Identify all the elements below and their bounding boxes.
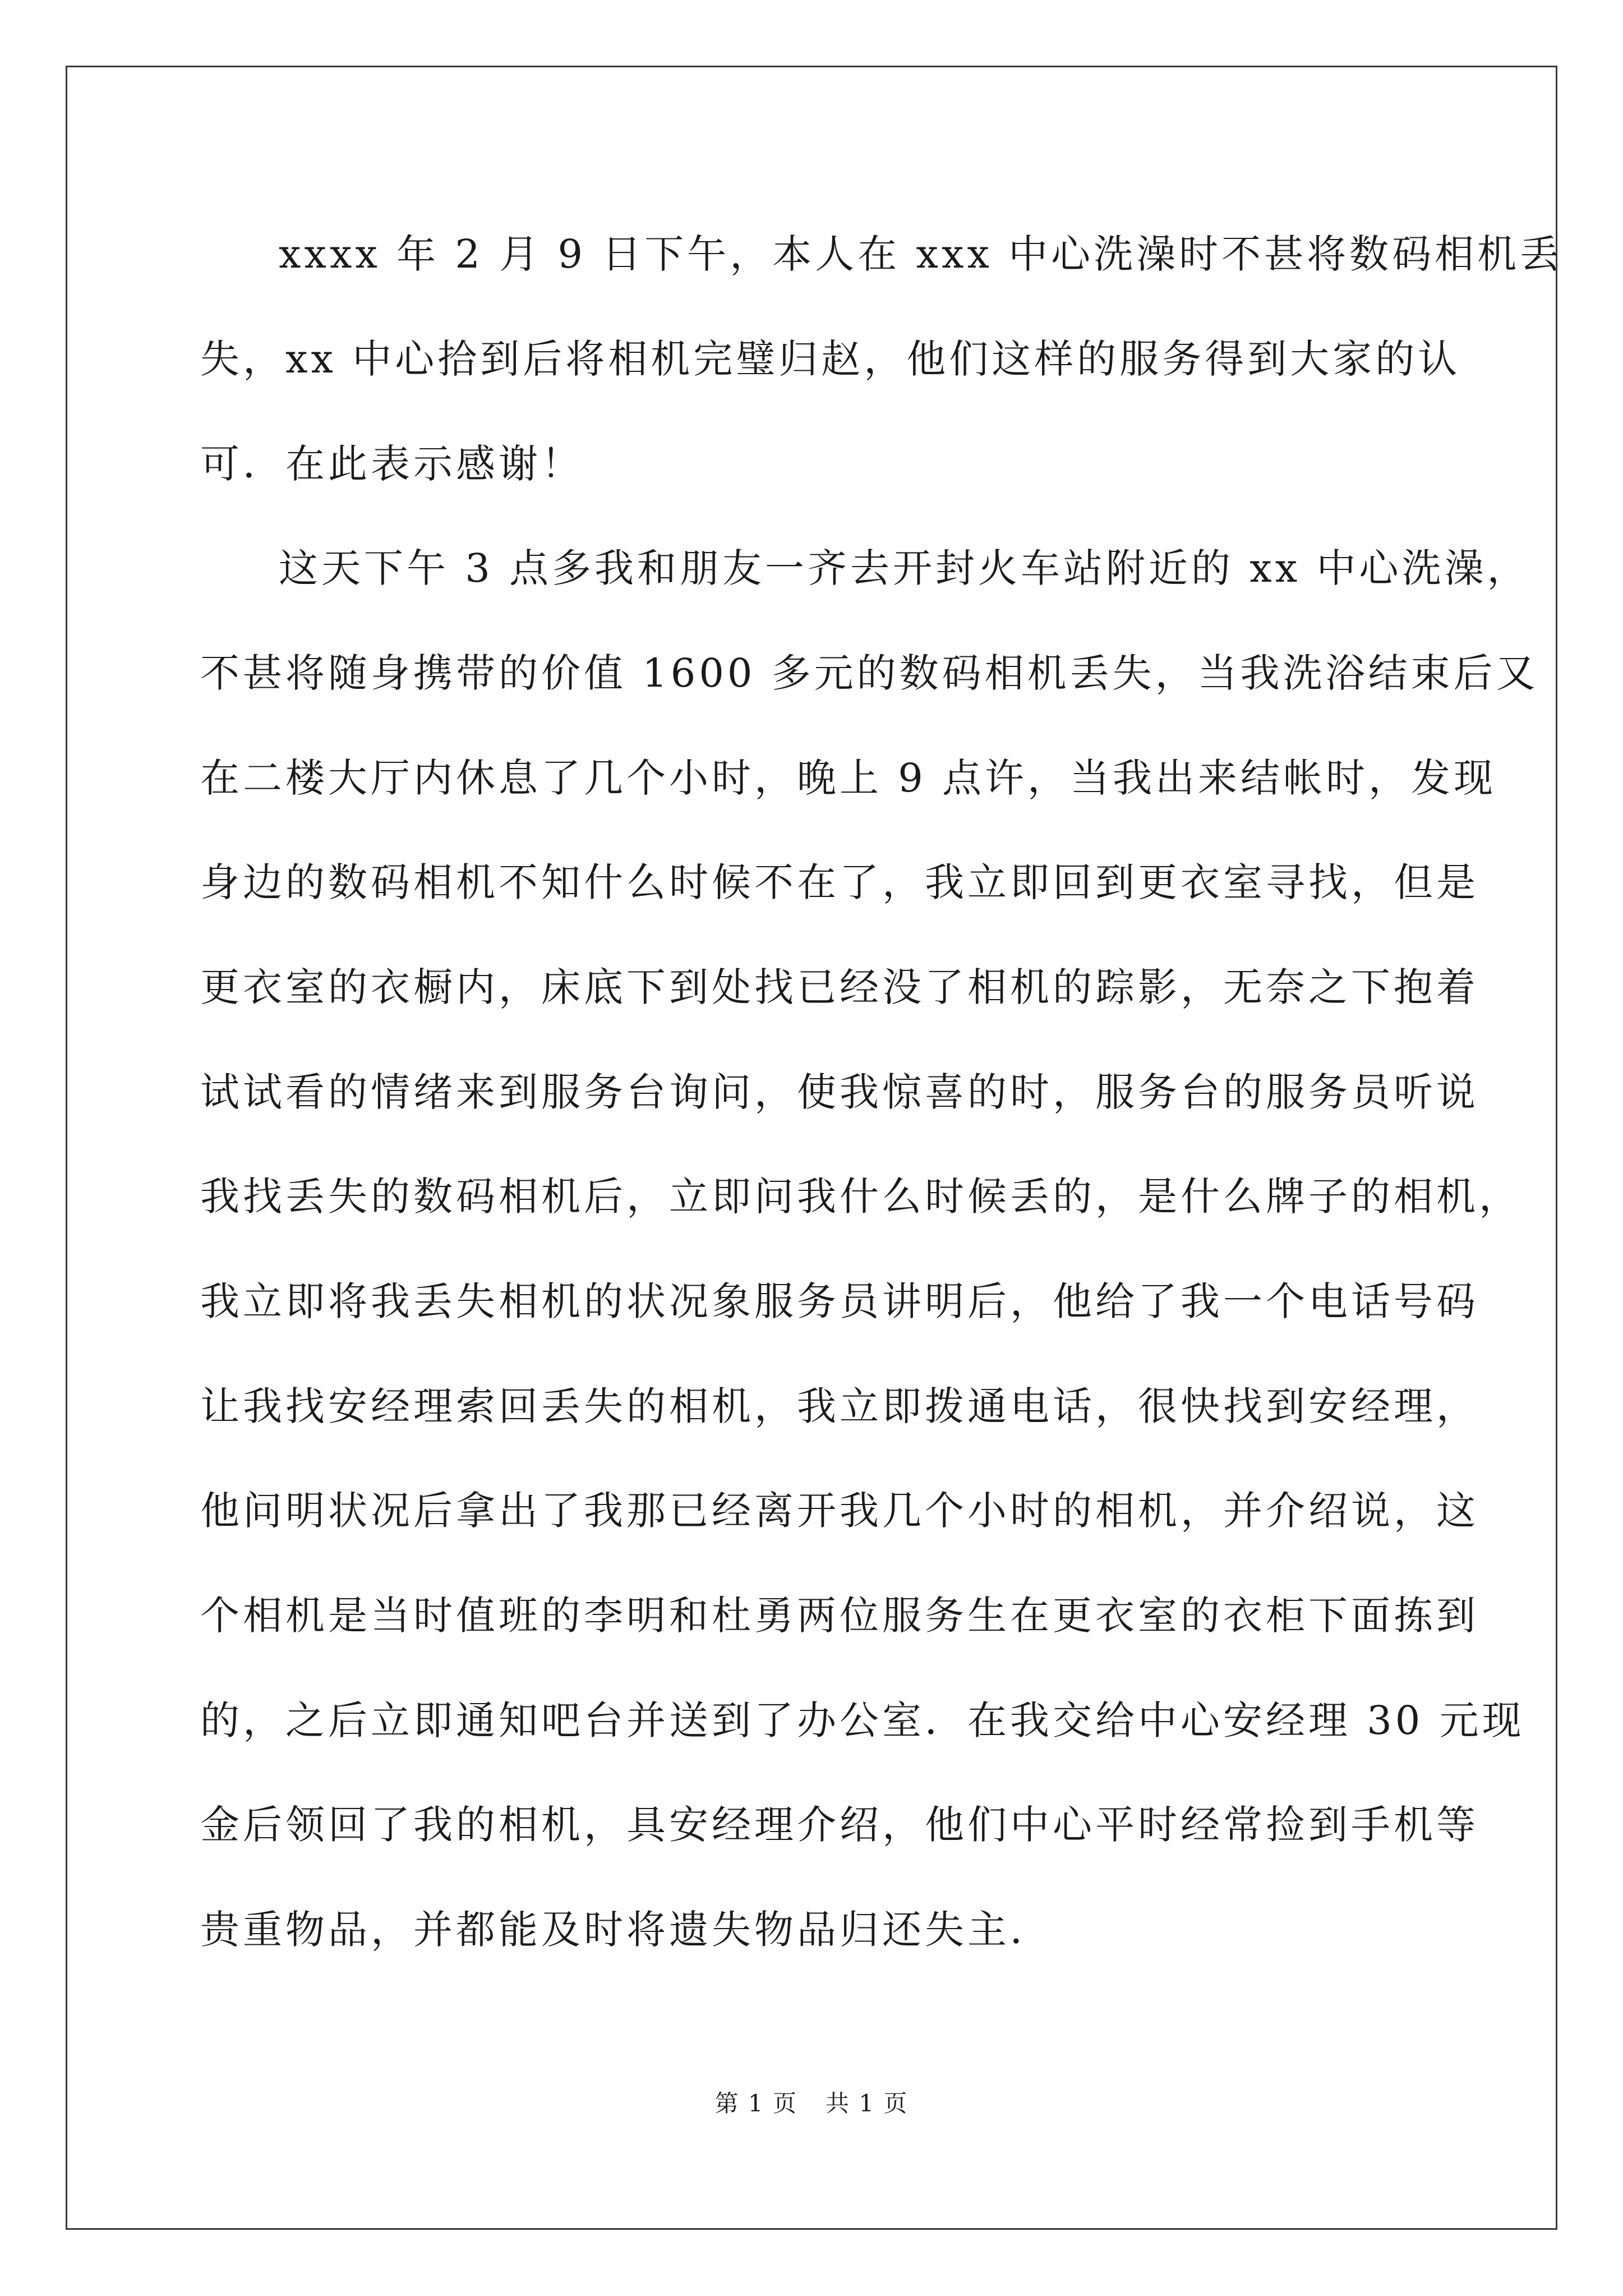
paragraph-2-line-2: 不甚将随身携带的价值 1600 多元的数码相机丢失，当我洗浴结束后又: [200, 650, 1539, 696]
paragraph-1-line-3: 可．在此表示感谢！: [200, 441, 584, 487]
paragraph-2-line-1: 这天下午 3 点多我和朋友一齐去开封火车站附近的 xx 中心洗澡，: [279, 545, 1530, 591]
paragraph-1-line-1: xxxx 年 2 月 9 日下午，本人在 xxx 中心洗澡时不甚将数码相机丢: [279, 231, 1563, 277]
paragraph-2-line-13: 金后领回了我的相机，具安经理介绍，他们中心平时经常捡到手机等: [200, 1802, 1479, 1848]
page-number-label: 第 1 页: [714, 2090, 797, 2117]
paragraph-2-line-6: 试试看的情绪来到服务台询问，使我惊喜的时，服务台的服务员听说: [200, 1069, 1479, 1115]
paragraph-2-line-12: 的，之后立即通知吧台并送到了办公室．在我交给中心安经理 30 元现: [200, 1697, 1525, 1743]
paragraph-2-line-14: 贵重物品，并都能及时将遗失物品归还失主．: [200, 1907, 1053, 1953]
paragraph-2-line-7: 我找丢失的数码相机后，立即问我什么时候丢的，是什么牌子的相机，: [200, 1174, 1521, 1220]
paragraph-2-line-8: 我立即将我丢失相机的状况象服务员讲明后，他给了我一个电话号码: [200, 1278, 1479, 1324]
paragraph-2-line-3: 在二楼大厅内休息了几个小时，晚上 9 点许，当我出来结帐时，发现: [200, 755, 1497, 801]
page-total-label: 共 1 页: [826, 2090, 909, 2117]
paragraph-2-line-4: 身边的数码相机不知什么时候不在了，我立即回到更衣室寻找，但是: [200, 859, 1479, 905]
page-footer: [0, 2090, 1623, 2118]
paragraph-2-line-10: 他问明状况后拿出了我那已经离开我几个小时的相机，并介绍说，这: [200, 1488, 1479, 1534]
paragraph-1-line-2: 失，xx 中心拾到后将相机完璧归赵，他们这样的服务得到大家的认: [200, 336, 1461, 382]
paragraph-2-line-11: 个相机是当时值班的李明和杜勇两位服务生在更衣室的衣柜下面拣到: [200, 1593, 1479, 1639]
paragraph-2-line-9: 让我找安经理索回丢失的相机，我立即拨通电话，很快找到安经理，: [200, 1383, 1479, 1429]
paragraph-2-line-5: 更衣室的衣橱内，床底下到处找已经没了相机的踪影，无奈之下抱着: [200, 964, 1479, 1010]
